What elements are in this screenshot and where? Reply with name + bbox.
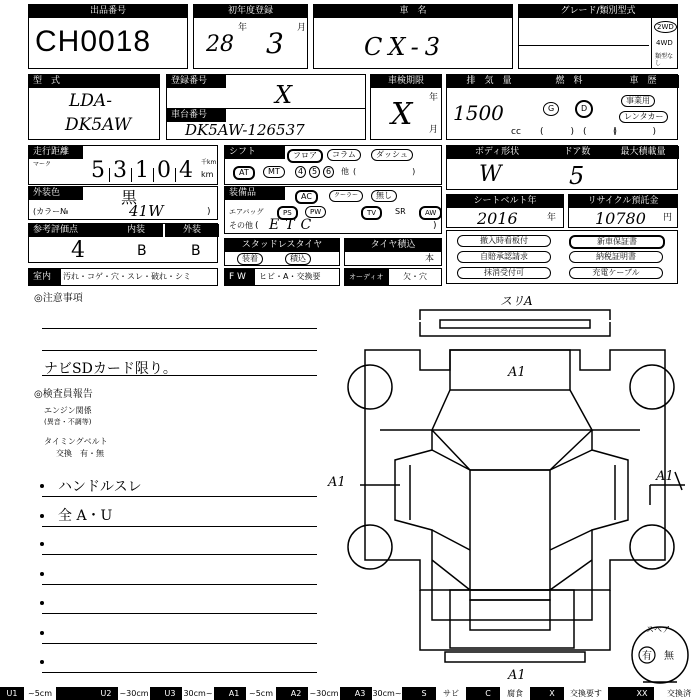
equipment-header: 装備品 (225, 187, 285, 200)
documents-box (446, 230, 678, 284)
seatbelt-box (446, 194, 564, 228)
fw-header: F W (225, 269, 255, 285)
shift-at: AT (233, 166, 255, 180)
inspector-note-1: ハンドルスレ (58, 479, 142, 495)
doc-warranty: 新車保証書 (569, 235, 665, 249)
legend-desc: 30cm~ (183, 689, 213, 698)
equip-other-value: ETC (269, 217, 318, 233)
studless-loaded: 積込 (285, 253, 311, 265)
body-box (446, 145, 678, 190)
chassis-value: DK5AW-126537 (185, 121, 305, 139)
lot-number: CH0018 (35, 25, 152, 58)
equip-other-label: その他 (229, 221, 253, 230)
mark-left-door: A1 (328, 475, 346, 490)
studless-box (224, 238, 340, 266)
equip-cooler: クーラー (329, 190, 363, 202)
legend-code: A2 (290, 689, 302, 698)
load-header: 最大積載量 (607, 146, 679, 159)
history-header: 車 歴 (607, 75, 679, 88)
inspection-box (370, 74, 442, 140)
equip-airbag: エアバッグ (229, 208, 264, 216)
color-code-value: 41W (129, 202, 164, 220)
tire-unit: 本 (425, 254, 435, 264)
recycle-unit: 円 (663, 213, 673, 223)
car-damage-diagram (320, 290, 700, 686)
shift-dash: ダッシュ (371, 149, 413, 161)
body-type-value: W (479, 162, 502, 187)
reg-number-header: 登録番号 (167, 75, 226, 88)
exterior-score-header: 外装 (165, 224, 219, 237)
first-reg-year: 28 (206, 32, 234, 57)
doc-cancel: 抹消受付可 (457, 267, 551, 279)
mileage-digit: 5 (91, 158, 105, 183)
model-line2: DK5AW (65, 115, 132, 135)
shift-column: コラム (327, 149, 361, 161)
inspection-month-unit: 月 (429, 125, 439, 135)
equip-ps: PS (277, 206, 298, 220)
belt-label: タイミングベルト (44, 437, 108, 446)
mileage-header: 走行距離 (29, 146, 83, 159)
car-name: CX-3 (364, 33, 446, 61)
doors-value: 5 (569, 162, 585, 190)
gear-5: 5 (309, 166, 320, 178)
inspector-note-2: 全 A・U (58, 508, 113, 524)
interior-score-value: B (137, 243, 147, 259)
ref-score-header: 参考評価点 (29, 224, 111, 237)
gear-6: 6 (323, 166, 334, 178)
notes-title: ◎注意事項 (34, 293, 83, 304)
mark-front-bumper: スリA (500, 294, 533, 308)
grade-box (518, 4, 678, 69)
chassis-header: 車台番号 (167, 109, 226, 122)
engine-sub: (異音・不調等) (44, 418, 92, 426)
doc-signboard: 撤入時看板付 (457, 235, 551, 247)
equip-tv: TV (361, 206, 382, 220)
fw-box (224, 268, 340, 286)
equip-ac: AC (295, 190, 318, 204)
legend-desc: 交換要す (564, 687, 608, 700)
lot-number-box (28, 4, 188, 69)
legend-code: C (485, 689, 491, 698)
first-registration-header: 初年度登録 (194, 5, 307, 18)
notes-text: ナビSDカード限り。 (44, 361, 177, 377)
ref-score-value: 4 (71, 238, 85, 263)
equip-pw: PW (305, 206, 326, 218)
legend-code: U3 (164, 689, 176, 698)
first-reg-month: 3 (266, 27, 284, 60)
displacement-unit: cc (511, 127, 521, 137)
legend-desc: ~30cm (309, 689, 339, 698)
model-line1: LDA- (69, 91, 112, 111)
legend-desc: ~5cm (24, 687, 56, 700)
shift-floor: フロア (287, 149, 323, 163)
engine-label: エンジン関係 (44, 406, 92, 415)
color-value: 黒 (121, 188, 138, 207)
reg-number-value: X (275, 81, 293, 109)
color-header: 外装色 (29, 187, 83, 200)
damage-legend (0, 687, 700, 700)
spare-label: スペア (646, 625, 670, 634)
inspection-header: 車検期限 (371, 75, 441, 88)
car-name-header: 車 名 (314, 5, 512, 18)
model-box (28, 74, 160, 140)
studless-fitted: 装着 (237, 253, 263, 265)
mark-rear-bumper: A1 (508, 668, 526, 683)
exterior-score-value: B (191, 243, 201, 259)
legend-desc: 30cm~ (372, 689, 402, 698)
studless-header: スタッドレスタイヤ (225, 239, 339, 252)
doors-header: ドア数 (547, 146, 607, 159)
shift-other: 他 (341, 167, 349, 176)
drive-4wd: 4WD (656, 39, 673, 47)
mark-hood: A1 (508, 365, 526, 380)
mark-right-door: A1 (656, 469, 674, 484)
mileage-digit: 3 (113, 158, 127, 183)
legend-code: XX (636, 689, 648, 698)
recycle-box (568, 194, 678, 228)
interior-cond-header: 室内 (29, 269, 61, 285)
inspection-year-unit: 年 (429, 93, 439, 103)
fw-items: ヒビ・A・交換要 (259, 272, 321, 281)
drive-2wd: 2WD (654, 21, 677, 33)
mileage-mark: マーク (33, 161, 52, 168)
car-name-box (313, 4, 513, 69)
mileage-digit: 0 (157, 158, 171, 183)
equipment-box: 装備品 AC クーラー 無し エアバッグ PS PW TV SR AW その他 ( ETC ) (224, 186, 442, 234)
equip-none: 無し (371, 190, 397, 202)
equip-aw: AW (419, 206, 442, 220)
drive-none: 類型なし (655, 53, 674, 67)
color-code-label: (カラー№ (33, 207, 69, 216)
scores-box (28, 223, 218, 263)
engine-box: 排 気 量 燃 料 車 歴 1500 cc G D ( ) ( ) 事業用 レンタカー ( ) (446, 74, 678, 140)
spare-none: 無 (664, 651, 674, 662)
mileage-unit: km (201, 170, 214, 179)
use-rental: レンタカー (619, 111, 668, 123)
legend-code: A1 (228, 689, 240, 698)
mileage-digit: 4 (179, 158, 193, 183)
spare-value: 有 (642, 651, 652, 662)
legend-desc: ~30cm (119, 689, 149, 698)
shift-box: シフト フロア コラム ダッシュ AT MT 4 5 6 他 ( ) (224, 145, 442, 185)
color-box: 外装色 黒 (カラー№ 41W ) (28, 186, 218, 220)
legend-desc: 腐食 (500, 687, 530, 700)
registration-box (166, 74, 366, 140)
tire-box (344, 238, 442, 266)
seatbelt-value: 2016 (477, 209, 518, 228)
use-business: 事業用 (621, 95, 655, 107)
body-type-header: ボディ形状 (447, 146, 547, 159)
month-unit: 月 (297, 23, 307, 33)
recycle-value: 10780 (595, 209, 646, 228)
tire-header: タイヤ積込 (345, 239, 441, 252)
audio-header: オーディオ (345, 269, 389, 285)
lot-number-header: 出品番号 (29, 5, 187, 18)
fuel-d: D (575, 100, 593, 118)
interior-cond-items: 汚れ・コゲ・穴・スレ・破れ・シミ (63, 272, 191, 281)
mileage-box (28, 145, 218, 185)
model-header: 型 式 (29, 75, 159, 88)
inspection-value: X (391, 97, 413, 132)
gear-4: 4 (295, 166, 306, 178)
recycle-header: リサイクル預託金 (569, 195, 677, 208)
interior-cond-box (28, 268, 218, 286)
seatbelt-unit: 年 (547, 213, 557, 223)
audio-items: 欠・穴 (403, 272, 427, 281)
grade-header: グレード/類別型式 (519, 5, 677, 18)
doc-cable: 充電ケーブル (569, 267, 663, 279)
legend-code: S (421, 689, 427, 698)
inspector-title: ◎検査員報告 (34, 389, 93, 400)
doc-liability: 自賠承認請求 (457, 251, 551, 263)
interior-score-header: 内装 (109, 224, 163, 237)
mileage-digit: 1 (135, 158, 149, 183)
seatbelt-header: シートベルト年 (447, 195, 563, 208)
legend-desc: 交換済 (654, 687, 700, 700)
legend-code: A3 (354, 689, 366, 698)
audio-box (344, 268, 442, 286)
doc-tax: 納税証明書 (569, 251, 663, 263)
equip-sr: SR (395, 207, 406, 216)
first-registration-box (193, 4, 308, 69)
year-unit: 年 (238, 23, 248, 33)
belt-sub: 交換 有・無 (56, 449, 104, 458)
legend-desc: サビ (436, 687, 466, 700)
shift-header: シフト (225, 146, 285, 159)
legend-code: U1 (6, 689, 18, 698)
displacement-value: 1500 (453, 101, 504, 125)
fuel-g: G (543, 102, 559, 116)
legend-code: X (549, 689, 555, 698)
displacement-header: 排 気 量 (447, 75, 531, 88)
shift-mt: MT (263, 166, 285, 178)
legend-desc: ~5cm (246, 687, 276, 700)
fuel-header: 燃 料 (531, 75, 607, 88)
mileage-unit-top: 千km (201, 159, 217, 166)
legend-code: U2 (100, 689, 112, 698)
